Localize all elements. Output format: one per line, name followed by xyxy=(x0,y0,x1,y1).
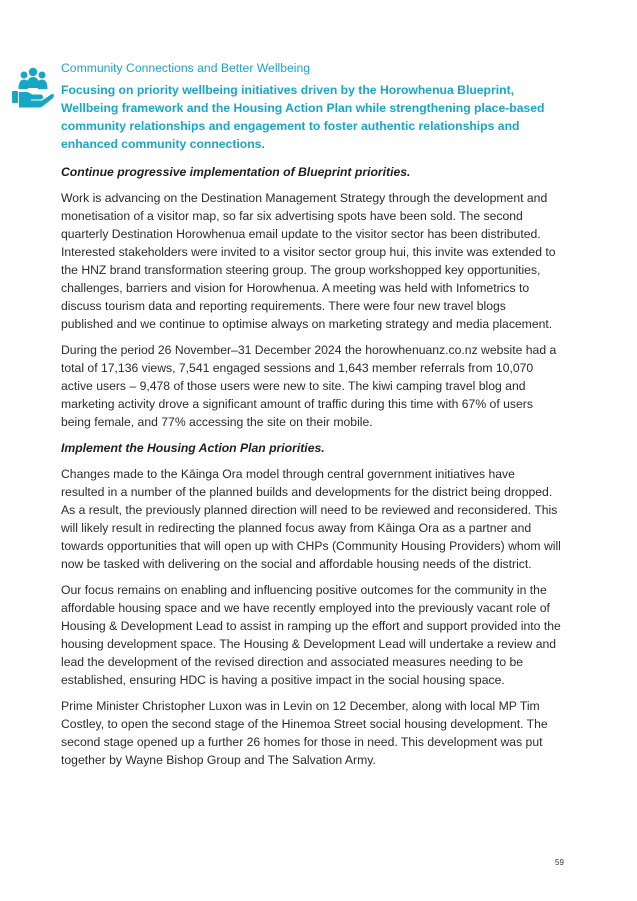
website-stats-paragraph: During the period 26 November–31 December 2024 the horowhenuanz.co.nz website had a total of 17,136 views, 7,541 engaged sessions and 1,643 member referrals from 10,070 active users – 9,478 of those users were new to site. The kiwi camping travel blog and marketing activity drove a significant amount of traffic during this time with 67% of users being female, and 77% accessing the site on their mobile. xyxy=(61,343,557,429)
main-content xyxy=(61,60,561,777)
housing-focus-paragraph: Our focus remains on enabling and influencing positive outcomes for the community in the affordable housing space and we have recently employed into the previously vacant role of Housing & Development Lead to assist in ramping up the effort and support provided into the housing development space. The Housing & Development Lead will undertake a review and lead the development of the revised direction and associated measures needing to be established, ensuring HDC is having a positive impact in the social housing space. xyxy=(61,583,561,687)
housing-heading: Implement the Housing Action Plan priorities. xyxy=(61,441,325,455)
kainga-ora-paragraph: Changes made to the Kāinga Ora model through central government initiatives have resulted in a number of the planned builds and developments for the district being dropped. As a result, the previously planned direction will need to be reviewed and reconsidered. This will likely result in redirecting the planned focus away from Kāinga Ora as a partner and towards opportunities that will open up with CHPs (Community Housing Providers) whom will now be tasked with delivering on the social and affordable housing needs of the district. xyxy=(61,467,561,571)
blueprint-heading: Continue progressive implementation of Blueprint priorities. xyxy=(61,165,411,179)
hinemoa-street-paragraph: Prime Minister Christopher Luxon was in Levin on 12 December, along with local MP Tim Costley, to open the second stage of the Hinemoa Street social housing development. The second stage opened up a further 26 homes for those in need. This development was put together by Wayne Bishop Group and The Salvation Army. xyxy=(61,699,548,767)
section-lead: Focusing on priority wellbeing initiatives driven by the Horowhenua Blueprint, Wellbeing framework and the Housing Action Plan while strengthening place-based community relationships and engagement to foster authentic relationships and enhanced community connections. xyxy=(61,83,545,151)
page-number: 59 xyxy=(555,858,564,867)
community-hand-icon xyxy=(12,66,54,110)
destination-strategy-paragraph: Work is advancing on the Destination Management Strategy through the development and monetisation of a visitor map, so far six advertising spots have been sold. The second quarterly Destination Horowhenua email update to the visitor sector has been distributed. Interested stakeholders were invited to a visitor sector group hui, this invite was extended to the HNZ brand transformation steering group. The group workshopped key opportunities, challenges, barriers and vision for Horowhenua. A meeting was held with Infometrics to discuss tourism data and reporting requirements. There were four new travel blogs published and we continue to optimise always on marketing strategy and media placement. xyxy=(61,191,556,331)
section-title: Community Connections and Better Wellbeing xyxy=(61,61,311,75)
